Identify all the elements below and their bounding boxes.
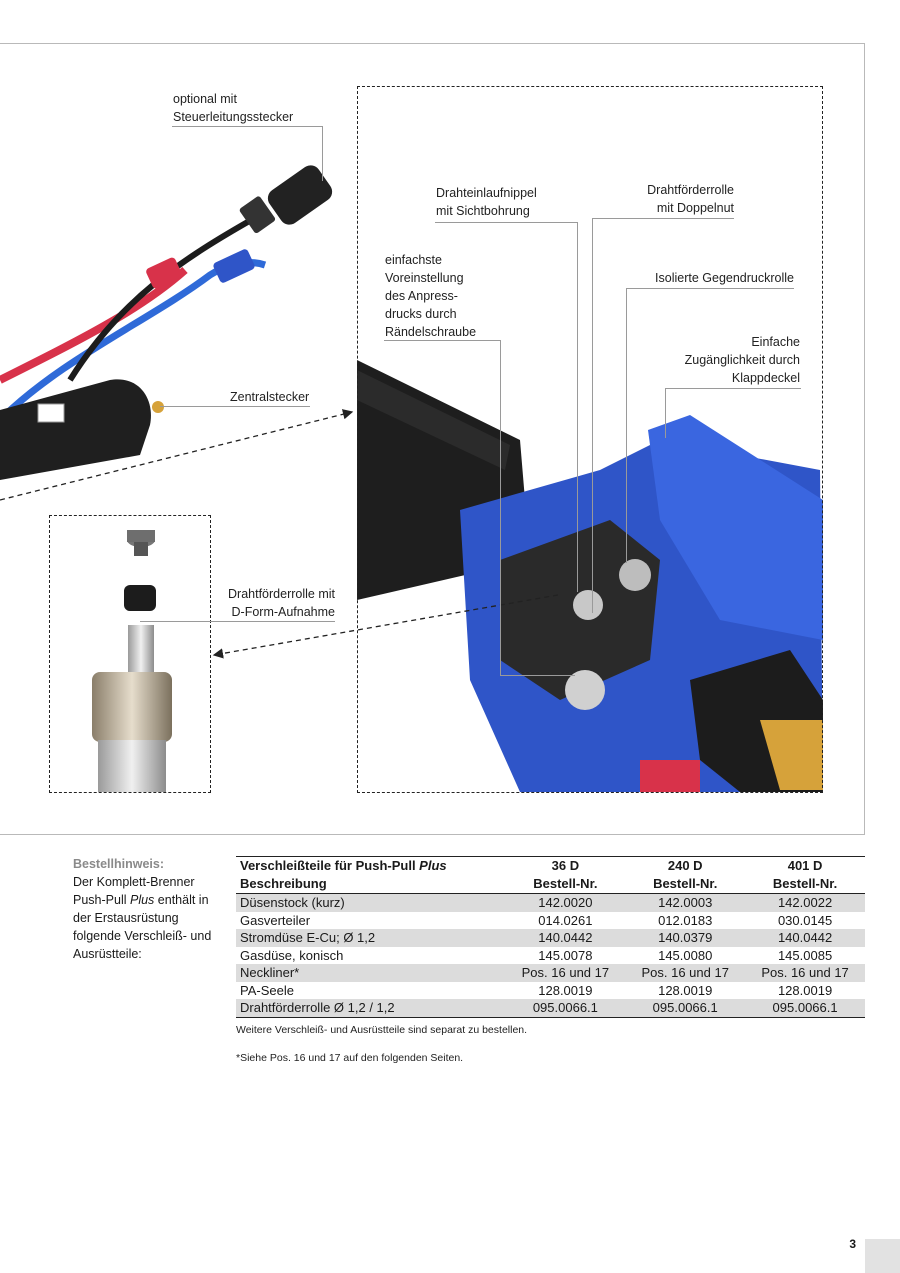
cell: 142.0003 bbox=[625, 894, 745, 912]
dform-detail-box bbox=[49, 515, 211, 793]
parts-table bbox=[236, 856, 865, 1018]
order-note-italic: Plus bbox=[129, 893, 155, 907]
cell: 095.0066.1 bbox=[745, 999, 865, 1017]
callout-voreinstellung bbox=[385, 251, 476, 341]
cell: 014.0261 bbox=[538, 912, 593, 928]
leader-voreinstellung-h2 bbox=[500, 675, 575, 676]
table-title-text: Verschleißteile für Push-Pull bbox=[240, 858, 420, 873]
cell-desc: Gasdüse, konisch bbox=[240, 947, 344, 963]
callout-line: des Anpress- bbox=[385, 289, 458, 303]
callout-line: Voreinstellung bbox=[385, 271, 464, 285]
leader-doppelnut bbox=[592, 218, 734, 219]
order-note-text-b: enthält in der Erstausrüstung folgende Verschleiß- und Ausrüstteile: bbox=[73, 893, 212, 961]
leader-gegendruck bbox=[626, 288, 794, 289]
table-row bbox=[236, 912, 865, 930]
leader-gegendruck-v bbox=[626, 288, 627, 563]
cell: 095.0066.1 bbox=[625, 999, 745, 1017]
table-row bbox=[236, 982, 865, 1000]
leader-drahteinlauf bbox=[435, 222, 577, 223]
desc-header: Beschreibung bbox=[236, 875, 505, 894]
callout-line: Klappdeckel bbox=[731, 371, 800, 385]
cell: 140.0442 bbox=[505, 929, 625, 947]
cell: 140.0442 bbox=[745, 929, 865, 947]
cell: 030.0145 bbox=[777, 912, 833, 928]
table-row bbox=[236, 999, 865, 1017]
note-separate: Weitere Verschleiß- und Ausrüstteile sind separat zu bestellen. bbox=[236, 1024, 528, 1036]
callout-line: D-Form-Aufnahme bbox=[231, 605, 335, 619]
model-header: 36 D bbox=[505, 857, 625, 876]
callout-line: Drahteinlaufnippel bbox=[436, 186, 537, 200]
order-no-header: Bestell-Nr. bbox=[745, 875, 865, 894]
cell: Pos. 16 und 17 bbox=[745, 964, 865, 982]
cell: Pos. 16 und 17 bbox=[625, 964, 745, 982]
cell: 128.0019 bbox=[538, 982, 593, 998]
table-row bbox=[236, 894, 865, 912]
table-row bbox=[236, 947, 865, 965]
main-detail-box bbox=[357, 86, 823, 793]
cell: 128.0019 bbox=[658, 982, 713, 998]
table-title bbox=[236, 857, 505, 876]
callout-dform bbox=[195, 585, 335, 621]
table-row bbox=[236, 929, 865, 947]
cell-desc: Neckliner* bbox=[236, 964, 505, 982]
callout-gegendruck bbox=[600, 269, 794, 287]
order-note-text-a: Der Komplett-Brenner Push-Pull bbox=[73, 875, 195, 907]
table-title-italic: Plus bbox=[419, 858, 447, 873]
page-number: 3 bbox=[849, 1237, 856, 1251]
callout-line: einfachste bbox=[385, 253, 442, 267]
callout-line: Zentralstecker bbox=[230, 390, 310, 404]
leader-doppelnut-v bbox=[592, 218, 593, 613]
callout-line: mit Sichtbohrung bbox=[436, 204, 530, 218]
cell: Pos. 16 und 17 bbox=[505, 964, 625, 982]
callout-line: Zugänglichkeit durch bbox=[684, 353, 800, 367]
callout-doppelnut bbox=[600, 181, 734, 217]
leader-optional-v bbox=[322, 126, 323, 181]
leader-dform bbox=[140, 621, 335, 622]
callout-drahteinlauf bbox=[436, 184, 537, 220]
cell-desc: Gasverteiler bbox=[240, 912, 311, 928]
model-header: 240 D bbox=[625, 857, 745, 876]
callout-klappdeckel bbox=[640, 333, 800, 387]
cell: 145.0080 bbox=[658, 947, 713, 963]
callout-line: Einfache bbox=[751, 335, 800, 349]
cell: 142.0022 bbox=[745, 894, 865, 912]
callout-line: Steuerleitungsstecker bbox=[173, 110, 294, 124]
cell: 095.0066.1 bbox=[505, 999, 625, 1017]
order-no-header: Bestell-Nr. bbox=[625, 875, 745, 894]
cell: 140.0379 bbox=[625, 929, 745, 947]
page-corner-tab bbox=[865, 1239, 900, 1273]
callout-line: Rändelschraube bbox=[385, 325, 477, 339]
callout-line: Isolierte Gegendruckrolle bbox=[655, 271, 794, 285]
order-note bbox=[73, 855, 213, 963]
callout-line: drucks durch bbox=[385, 307, 457, 321]
order-note-heading: Bestellhinweis: bbox=[73, 857, 164, 871]
callout-line: mit Doppelnut bbox=[656, 201, 734, 215]
cell: 012.0183 bbox=[658, 912, 713, 928]
callout-line: Drahtförderrolle bbox=[647, 183, 734, 197]
leader-klappdeckel-v bbox=[665, 388, 666, 438]
cell: 145.0085 bbox=[777, 947, 833, 963]
cell-desc: Düsenstock (kurz) bbox=[236, 894, 505, 912]
cell: 128.0019 bbox=[777, 982, 833, 998]
model-header: 401 D bbox=[745, 857, 865, 876]
order-no-header: Bestell-Nr. bbox=[505, 875, 625, 894]
callout-line: optional mit bbox=[173, 92, 237, 106]
cell-desc: PA-Seele bbox=[240, 982, 294, 998]
leader-zentralstecker bbox=[160, 406, 310, 407]
leader-voreinstellung-v bbox=[500, 340, 501, 675]
leader-klappdeckel bbox=[665, 388, 801, 389]
callout-optional bbox=[173, 90, 293, 126]
callout-zentralstecker bbox=[230, 388, 309, 406]
leader-drahteinlauf-v bbox=[577, 222, 578, 592]
callout-line: Drahtförderrolle mit bbox=[228, 587, 335, 601]
leader-optional bbox=[172, 126, 322, 127]
cell: 142.0020 bbox=[505, 894, 625, 912]
cell: 145.0078 bbox=[538, 947, 593, 963]
table-row bbox=[236, 964, 865, 982]
cell-desc: Drahtförderrolle Ø 1,2 / 1,2 bbox=[236, 999, 505, 1017]
note-footnote: *Siehe Pos. 16 und 17 auf den folgenden Seiten. bbox=[236, 1052, 464, 1064]
cell-desc: Stromdüse E-Cu; Ø 1,2 bbox=[236, 929, 505, 947]
